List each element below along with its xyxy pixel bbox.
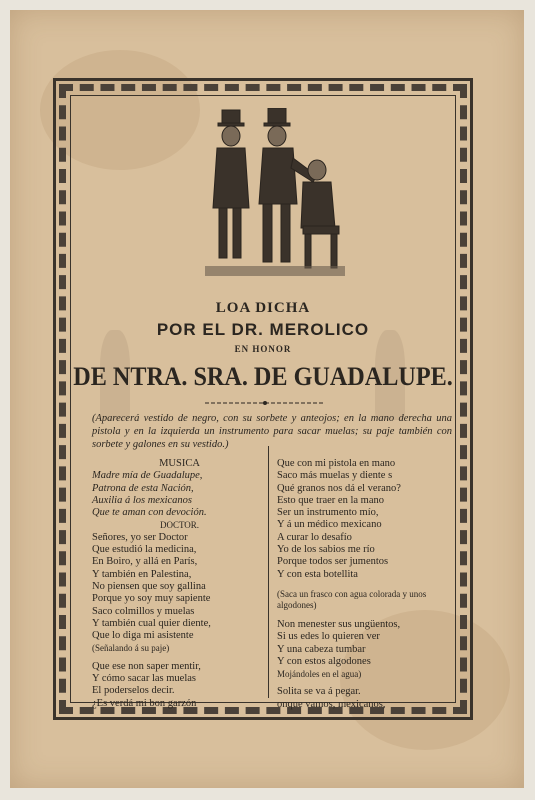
verse-line: Y con esta botellita [277,568,358,580]
speaker-label: DOCTOR. [159,520,200,531]
stage-direction: Mojándoles en el agua) [277,669,362,680]
ornamental-rule [205,400,325,406]
verse-line: Patrona de esta Nación, [92,482,194,494]
title-en-honor: EN HONOR [234,344,292,354]
verse-line: Ser un instrumento mío, [277,507,379,519]
column-divider [268,446,269,698]
verse-line: Saco colmillos y muelas [92,605,195,617]
verse-line: Que ese non saper mentir, [92,660,201,672]
verse-line: Que estudió la medicina, [92,544,197,556]
verse-line: Esto que traer en la mano [277,494,384,506]
verse-line: Que lo diga mi asistente [92,630,194,642]
verse-line: A curar lo desafío [277,531,352,543]
verse-line: Y con estos algodones [277,655,371,667]
verse-line: Saco más muelas y diente s [277,470,393,482]
verse-line: Y á un médico mexicano [277,519,382,531]
verse-line: onque vamos, mexicanos, [277,698,386,710]
verse-line: Que con mi pistola en mano [277,458,396,469]
verse-line: Auxilia á los mexicanos [92,494,193,506]
right-verse-column [277,458,462,711]
verse-line: El poderselos decir. [92,685,175,697]
verse-line: ¿Es verdá mi bon garzón [92,697,197,709]
verse-line: Porque todos ser jumentos [277,556,389,568]
verse-line: Yo de los sabios me río [277,544,375,556]
stage-direction: (Saca un frasco con agua colorada y unos algodones) [277,588,427,610]
verse-line: No piensen que soy gallina [92,580,206,592]
verse-line: Y también cual quier diente, [92,617,211,629]
title-por-el-dr: POR EL DR. MEROLICO [156,320,370,339]
verse-line: Madre mía de Guadalupe, [92,470,203,482]
stage-direction: (Señalando á su paje) [92,643,170,654]
verse-line: En Boiro, y allá en París, [92,556,198,568]
left-verse-column [92,458,267,710]
verse-line: Y una cabeza tumbar [277,643,366,655]
verse-line: Señores, yo ser Doctor [92,531,188,543]
stage-direction-intro: (Aparecerá vestido de negro, con su sorbete y anteojos; en la mano derecha una pistola y en la izquierda un instrumento para sacar muelas; su paje también con sorbete y galones en su vestido.) [92,413,452,450]
verse-line: Y cómo sacar las muelas [92,673,196,685]
verse-line: Que te aman con devoción. [92,507,207,519]
verse-line: Qué granos nos dá el verano? [277,482,401,494]
verse-line: Porque yo soy muy sapiente [92,593,211,605]
verse-line: Si us edes lo quieren ver [277,631,380,643]
verse-line: Non menester sus ungüentos, [277,618,401,630]
verse-line: Y también en Palestina, [92,568,192,580]
title-loa-dicha: LOA DICHA [215,300,311,316]
verse-line: Solita se va á pegar. [277,686,361,698]
woodcut-illustration [205,108,345,276]
verse-line: MUSICA [159,458,200,469]
title-guadalupe: DE NTRA. SRA. DE GUADALUPE. [73,362,453,391]
